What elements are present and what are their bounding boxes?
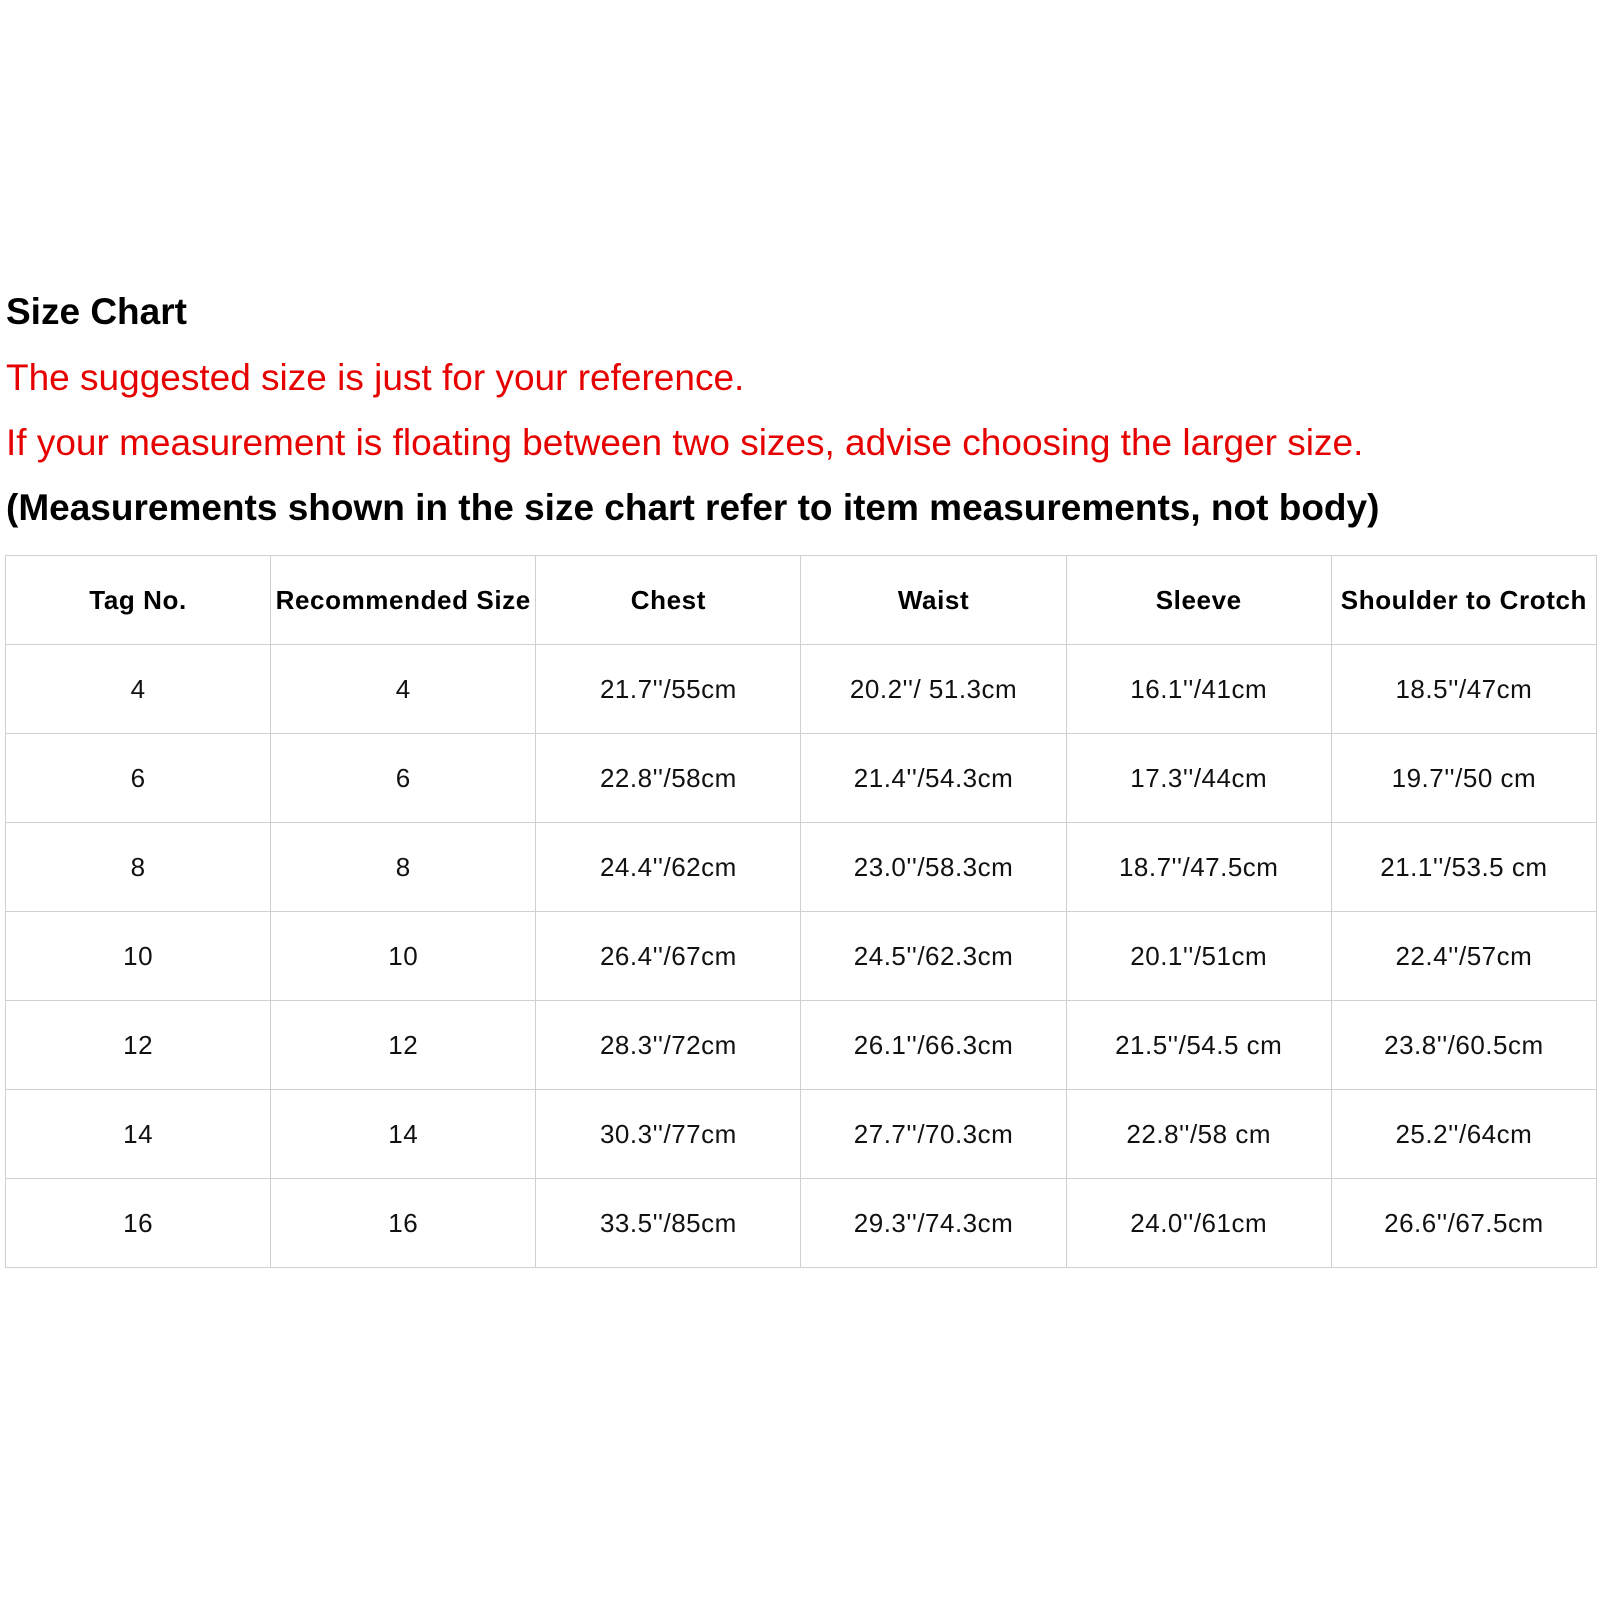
cell-waist: 21.4''/54.3cm: [801, 734, 1066, 823]
cell-shoulder-to-crotch: 25.2''/64cm: [1331, 1090, 1596, 1179]
cell-shoulder-to-crotch: 19.7''/50 cm: [1331, 734, 1596, 823]
table-header: [6, 556, 1597, 645]
cell-waist: 27.7''/70.3cm: [801, 1090, 1066, 1179]
table-row: [6, 645, 1597, 734]
cell-shoulder-to-crotch: 21.1''/53.5 cm: [1331, 823, 1596, 912]
cell-chest: 24.4''/62cm: [536, 823, 801, 912]
cell-waist: 29.3''/74.3cm: [801, 1179, 1066, 1268]
cell-waist: 23.0''/58.3cm: [801, 823, 1066, 912]
table-row: [6, 734, 1597, 823]
cell-tag-no: 8: [6, 823, 271, 912]
header-recommended-size: Recommended Size: [271, 556, 536, 645]
cell-chest: 28.3''/72cm: [536, 1001, 801, 1090]
cell-waist: 24.5''/62.3cm: [801, 912, 1066, 1001]
cell-shoulder-to-crotch: 23.8''/60.5cm: [1331, 1001, 1596, 1090]
table-row: [6, 823, 1597, 912]
cell-tag-no: 16: [6, 1179, 271, 1268]
cell-chest: 21.7''/55cm: [536, 645, 801, 734]
measurement-disclaimer: (Measurements shown in the size chart refer to item measurements, not body): [6, 487, 1380, 528]
cell-chest: 33.5''/85cm: [536, 1179, 801, 1268]
cell-tag-no: 10: [6, 912, 271, 1001]
size-chart-table: [5, 555, 1597, 1268]
cell-tag-no: 4: [6, 645, 271, 734]
cell-recommended-size: 16: [271, 1179, 536, 1268]
cell-chest: 26.4''/67cm: [536, 912, 801, 1001]
cell-sleeve: 17.3''/44cm: [1066, 734, 1331, 823]
cell-sleeve: 16.1''/41cm: [1066, 645, 1331, 734]
cell-sleeve: 21.5''/54.5 cm: [1066, 1001, 1331, 1090]
table-row: [6, 912, 1597, 1001]
cell-sleeve: 22.8''/58 cm: [1066, 1090, 1331, 1179]
cell-tag-no: 14: [6, 1090, 271, 1179]
header-shoulder-to-crotch: Shoulder to Crotch: [1331, 556, 1596, 645]
header-waist: Waist: [801, 556, 1066, 645]
cell-chest: 30.3''/77cm: [536, 1090, 801, 1179]
cell-shoulder-to-crotch: 22.4''/57cm: [1331, 912, 1596, 1001]
cell-recommended-size: 14: [271, 1090, 536, 1179]
cell-recommended-size: 6: [271, 734, 536, 823]
cell-recommended-size: 8: [271, 823, 536, 912]
table-body: [6, 645, 1597, 1268]
cell-sleeve: 18.7''/47.5cm: [1066, 823, 1331, 912]
cell-tag-no: 12: [6, 1001, 271, 1090]
cell-recommended-size: 12: [271, 1001, 536, 1090]
cell-shoulder-to-crotch: 26.6''/67.5cm: [1331, 1179, 1596, 1268]
cell-tag-no: 6: [6, 734, 271, 823]
header-row: [6, 556, 1597, 645]
sizing-advice-note: If your measurement is floating between two sizes, advise choosing the larger size.: [6, 422, 1364, 463]
size-chart-title: Size Chart: [6, 291, 187, 332]
cell-recommended-size: 10: [271, 912, 536, 1001]
table-row: [6, 1090, 1597, 1179]
cell-recommended-size: 4: [271, 645, 536, 734]
table-row: [6, 1001, 1597, 1090]
cell-waist: 26.1''/66.3cm: [801, 1001, 1066, 1090]
table-row: [6, 1179, 1597, 1268]
header-tag-no: Tag No.: [6, 556, 271, 645]
reference-note: The suggested size is just for your reference.: [6, 357, 745, 398]
cell-waist: 20.2''/ 51.3cm: [801, 645, 1066, 734]
cell-sleeve: 20.1''/51cm: [1066, 912, 1331, 1001]
header-sleeve: Sleeve: [1066, 556, 1331, 645]
cell-chest: 22.8''/58cm: [536, 734, 801, 823]
cell-shoulder-to-crotch: 18.5''/47cm: [1331, 645, 1596, 734]
cell-sleeve: 24.0''/61cm: [1066, 1179, 1331, 1268]
header-chest: Chest: [536, 556, 801, 645]
